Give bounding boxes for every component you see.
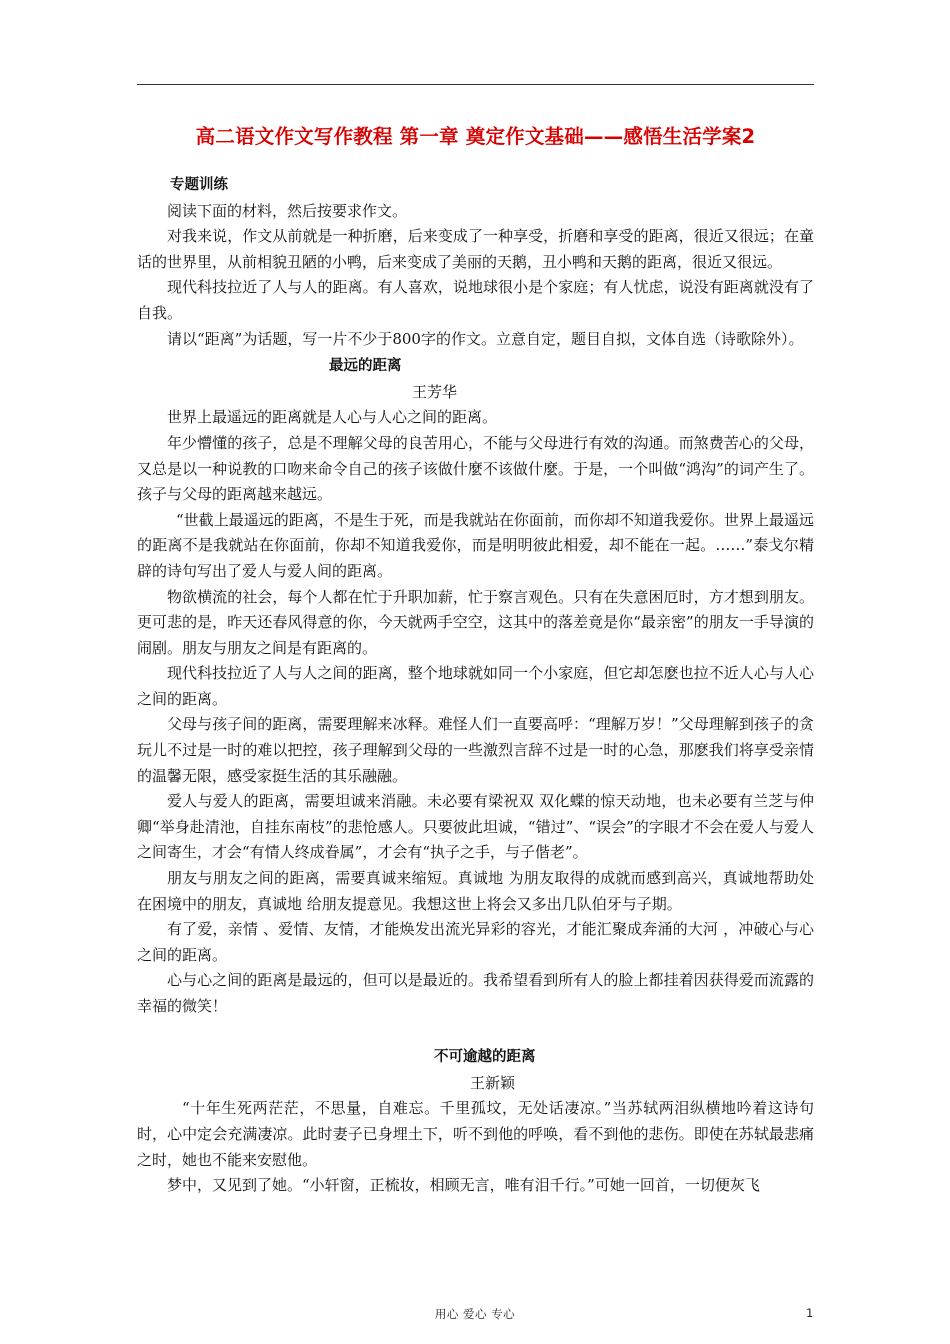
section-heading: 专题训练 [170,177,228,193]
essay-paragraph: 有了爱，亲情 、爱情、友情，才能焕发出流光异彩的容光，才能汇聚成奔涌的大河 ，冲破心与心之间的距离。 [137,920,814,964]
essay-paragraph: “世截上最遥远的距离，不是生于死，而是我就站在你面前，而你却不知道我爱你。世界上最遥远的距离不是我就站在你面前，你却不知道我爱你，而是明明彼此相爱，却不能在一起。……”泰戈尔精辟的诗句写出了爱人与爱人间的距离。 [137,510,814,580]
essay-author: 王芳华 [412,382,458,401]
essay-paragraph: 现代科技拉近了人与人之间的距离，整个地球就如同一个小家庭，但它却怎麽也拉不近人心与人心之间的距离。 [137,664,814,708]
assignment-paragraph: 对我来说，作文从前就是一种折磨，后来变成了一种享受，折磨和享受的距离，很近又很远；在童话的世界里，从前相貌丑陋的小鸭，后来变成了美丽的天鹅，丑小鸭和天鹅的距离，很近又很远。 [137,227,814,271]
essay-paragraph: 朋友与朋友之间的距离，需要真诚来缩短。真诚地 为朋友取得的成就而感到高兴，真诚地帮助处在困境中的朋友，真诚地 给朋友提意见。我想这世上将会又多出几队伯牙与子期。 [137,869,814,913]
essay-author: 王新颖 [470,1073,516,1092]
essay-paragraph: 父母与孩子间的距离，需要理解来冰释。难怪人们一直要高呼：“理解万岁！”父母理解到孩子的贪玩儿不过是一时的难以把控，孩子理解到父母的一些激烈言辞不过是一时的心急，那麽我们将享受亲情的温馨无限，感受家挺生活的其乐融融。 [137,715,814,785]
header-rule [137,84,814,85]
document-body [137,173,814,1199]
essay-paragraph: 物欲横流的社会，每个人都在忙于升职加薪，忙于察言观色。只有在失意困厄时，方才想到朋友。更可悲的是，昨天还春风得意的你，今天就两手空空，这其中的落差竟是你“最亲密”的朋友一手导演的闹剧。朋友与朋友之间是有距离的。 [137,587,814,657]
essay-paragraph: 年少懵懂的孩子，总是不理解父母的良苦用心，不能与父母进行有效的沟通。而煞费苦心的父母，又总是以一种说教的口吻来命令自己的孩子该做什麼不该做什麼。于是，一个叫做“鸿沟”的词产生了。孩子与父母的距离越来越远。 [137,433,814,504]
document-title: 高二语文作文写作教程 第一章 奠定作文基础——感悟生活学案2 [195,125,756,148]
assignment-paragraph: 现代科技拉近了人与人的距离。有人喜欢，说地球很小是个家庭；有人忧虑，说没有距离就没有了自我。 [137,278,814,322]
spacer [137,1020,814,1046]
essay-paragraph: 梦中，又见到了她。“小轩窗，正梳妆，相顾无言，唯有泪千行。”可她一回首，一切便灰飞 [167,1176,760,1195]
footer-motto: 用心 爱心 专心 [434,1307,516,1321]
assignment-paragraph: 阅读下面的材料，然后按要求作文。 [167,201,408,220]
essay-paragraph: 世界上最遥远的距离就是人心与人心之间的距离。 [167,408,498,427]
essay-paragraph: 心与心之间的距离是最远的，但可以是最近的。我希望看到所有人的脸上都挂着因获得爱而流露的幸福的微笑！ [137,971,814,1015]
assignment-paragraph: 请以“距离”为话题，写一片不少于800字的作文。立意自定，题目自拟，文体自选（诗歌除外）。 [167,329,804,348]
essay-paragraph: “十年生死两茫茫，不思量，自难忘。千里孤坟，无处话凄凉。”当苏轼两泪纵横地吟着这诗句时，心中定会充满凄凉。此时妻子已身埋土下，听不到他的呼唤，看不到他的悲伤。即使在苏轼最悲痛之时，她也不能来安慰他。 [137,1099,814,1169]
essay-paragraph: 爱人与爱人的距离，需要坦诚来消融。未必要有梁祝双 双化蝶的惊天动地，也未必要有兰芝与仲卿“举身赴清池，自挂东南枝”的悲怆感人。只要彼此坦诚，“错过”、“误会”的字眼才不会在爱人与爱人之间寄生，才会“有情人终成眷属”，才会有“执子之手，与子偕老”。 [137,792,814,862]
essay-title: 不可逾越的距离 [434,1049,536,1066]
page-number: 1 [806,1306,814,1320]
essay-title: 最远的距离 [329,358,402,375]
